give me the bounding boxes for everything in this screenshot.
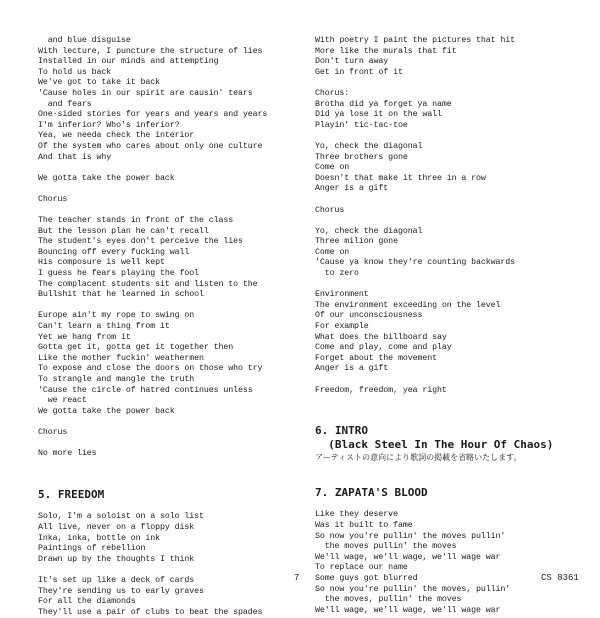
verse-block <box>38 512 300 565</box>
verse-block <box>38 449 300 460</box>
lyric-line: But the lesson plan he can't recall <box>38 226 209 236</box>
lyric-line: Europe ain't my rope to swing on <box>38 311 195 321</box>
song-subheading-intro: (Black Steel In The Hour Of Chaos) <box>315 438 554 452</box>
lyric-line: the moves pullin' the moves <box>315 542 457 552</box>
lyric-line: Forget about the movement <box>315 353 437 363</box>
lyric-line: And that is why <box>38 152 112 162</box>
lyric-line: So now you're pullin' the moves pullin' <box>315 531 506 541</box>
lyric-line: Three milion gone <box>315 237 398 247</box>
lyric-line: Yet we hang from it <box>38 332 131 342</box>
lyric-line: It's set up like a deck of cards <box>38 575 195 585</box>
lyric-line: we react <box>38 396 87 406</box>
chorus-marker <box>38 428 300 439</box>
chorus-marker <box>315 206 595 217</box>
lyric-line: To replace our name <box>315 563 408 573</box>
lyric-line: What does the billboard say <box>315 332 447 342</box>
lyric-line: Don't turn away <box>315 57 389 67</box>
lyric-line: Yo, check the diagonal <box>315 226 423 236</box>
lyric-line: Freedom, freedom, yea right <box>315 385 447 395</box>
left-column <box>38 36 300 618</box>
lyric-line: and blue disguise <box>38 36 131 45</box>
lyric-line: For example <box>315 322 369 332</box>
lyric-line: 'Cause holes in our spirit are causin' tears <box>38 88 253 98</box>
lyric-line: For all the diamonds <box>38 597 136 607</box>
lyric-line: Can't learn a thing from it <box>38 322 170 332</box>
lyric-line: We'll wage, we'll wage, we'll wage war <box>315 552 501 562</box>
lyric-line: Anger is a gift <box>315 184 389 194</box>
lyric-line: Chorus <box>38 427 68 437</box>
lyric-line: One-sided stories for years and years and years <box>38 110 268 120</box>
lyric-line: Inka, inka, bottle on ink <box>38 533 160 543</box>
lyric-line: Like they deserve <box>315 510 398 520</box>
lyric-line: Yo, check the diagonal <box>315 141 423 151</box>
lyric-line: Anger is a gift <box>315 364 389 374</box>
catalog-number: CS 8361 <box>541 573 579 583</box>
verse-block <box>315 227 595 280</box>
verse-block <box>315 386 595 397</box>
lyric-line: Three brothers gone <box>315 152 408 162</box>
lyric-line: No more lies <box>38 449 97 459</box>
lyric-line: The environment exceeding on the level <box>315 300 501 310</box>
lyric-line: Doesn't that make it three in a row <box>315 173 486 183</box>
lyric-line: Gotta get it, gotta get it together then <box>38 343 234 353</box>
lyric-line: Solo, I'm a soloist on a solo list <box>38 512 204 522</box>
lyric-line: to zero <box>315 269 359 279</box>
lyric-line: Like the mother fuckin' weathermen <box>38 353 204 363</box>
lyric-line: 'Cause the circle of hatred continues unless <box>38 385 253 395</box>
lyric-line: Chorus <box>38 194 68 204</box>
verse-block <box>315 290 595 375</box>
verse-block <box>38 311 300 417</box>
verse-block <box>315 36 595 78</box>
lyric-line: Chorus: <box>315 88 350 98</box>
song-heading-intro: 6. INTRO <box>315 424 368 438</box>
lyric-line: We'll wage, we'll wage, we'll wage war <box>315 605 501 615</box>
song-heading-freedom: 5. FREEDOM <box>38 487 105 501</box>
lyric-line: The complacent students sit and listen to the <box>38 279 258 289</box>
verse-block <box>38 36 300 163</box>
lyric-line: Environment <box>315 290 369 300</box>
lyric-line: Get in front of it <box>315 67 403 77</box>
lyric-line: Paintings of rebellion <box>38 544 146 554</box>
lyric-line: Bullshit that he learned in school <box>38 290 204 300</box>
lyric-line: The student's eyes don't perceive the lies <box>38 237 243 247</box>
lyric-line: Come on <box>315 247 350 257</box>
lyric-line: Bouncing off every fucking wall <box>38 247 190 257</box>
lyric-line: I'm inferior? Who's inferior? <box>38 120 180 130</box>
lyric-line: Did ya lose it on the wall <box>315 110 442 120</box>
chorus-marker <box>38 195 300 206</box>
right-column <box>315 36 595 616</box>
lyric-line: We've got to take it back <box>38 78 160 88</box>
verse-block <box>38 216 300 301</box>
lyric-line: the moves, pullin' the moves <box>315 595 462 605</box>
lyric-line: Some guys got blurred <box>315 573 418 583</box>
lyric-line: Brotha did ya forget ya name <box>315 99 452 109</box>
lyric-line: All live, never on a floppy disk <box>38 522 195 532</box>
lyric-line: The teacher stands in front of the class <box>38 216 234 226</box>
lyric-line: More like the murals that fit <box>315 46 457 56</box>
page-number: 7 <box>294 573 300 583</box>
chorus-block <box>315 89 595 131</box>
lyric-line: We gotta take the power back <box>38 406 175 416</box>
lyric-line: Come on <box>315 163 350 173</box>
lyric-line: His composure is well kept <box>38 258 165 268</box>
lyrics-omitted-note: アーティストの意向により歌詞の掲載を省略いたします。 <box>315 453 522 463</box>
lyric-line: To expose and close the doors on those who try <box>38 364 263 374</box>
verse-block <box>315 510 595 616</box>
lyric-line: 'Cause ya know they're counting backwards <box>315 258 516 268</box>
lyric-line: Yea, we needa check the interior <box>38 131 195 141</box>
lyric-line: and fears <box>38 99 92 109</box>
verse-block <box>38 174 300 185</box>
lyric-line: To strangle and mangle the truth <box>38 375 195 384</box>
lyric-line: I guess he fears playing the fool <box>38 269 200 279</box>
lyric-line: Drawn up by the thoughts I think <box>38 554 195 564</box>
lyric-line: They'll use a pair of clubs to beat the spades <box>38 607 263 617</box>
lyric-line: Of our unconsciousness <box>315 311 423 321</box>
lyric-line: So now you're pullin' the moves, pullin' <box>315 584 511 594</box>
song-heading-zapatas-blood: 7. ZAPATA'S BLOOD <box>315 485 428 499</box>
lyric-line: Chorus <box>315 205 345 215</box>
lyric-line: Installed in our minds and attempting <box>38 57 219 67</box>
lyric-line: Come and play, come and play <box>315 343 452 353</box>
lyric-line: To hold us back <box>38 67 112 77</box>
lyric-line: With lecture, I puncture the structure of lies <box>38 46 263 56</box>
lyric-line: Was it built to fame <box>315 520 413 530</box>
lyric-line: Of the system who cares about only one culture <box>38 141 263 151</box>
lyric-line: We gotta take the power back <box>38 173 175 183</box>
lyric-line: Playin' tic-tac-toe <box>315 120 408 130</box>
lyric-line: With poetry I paint the pictures that hit <box>315 36 516 45</box>
verse-block <box>315 142 595 195</box>
lyric-line: They're sending us to early graves <box>38 586 204 596</box>
